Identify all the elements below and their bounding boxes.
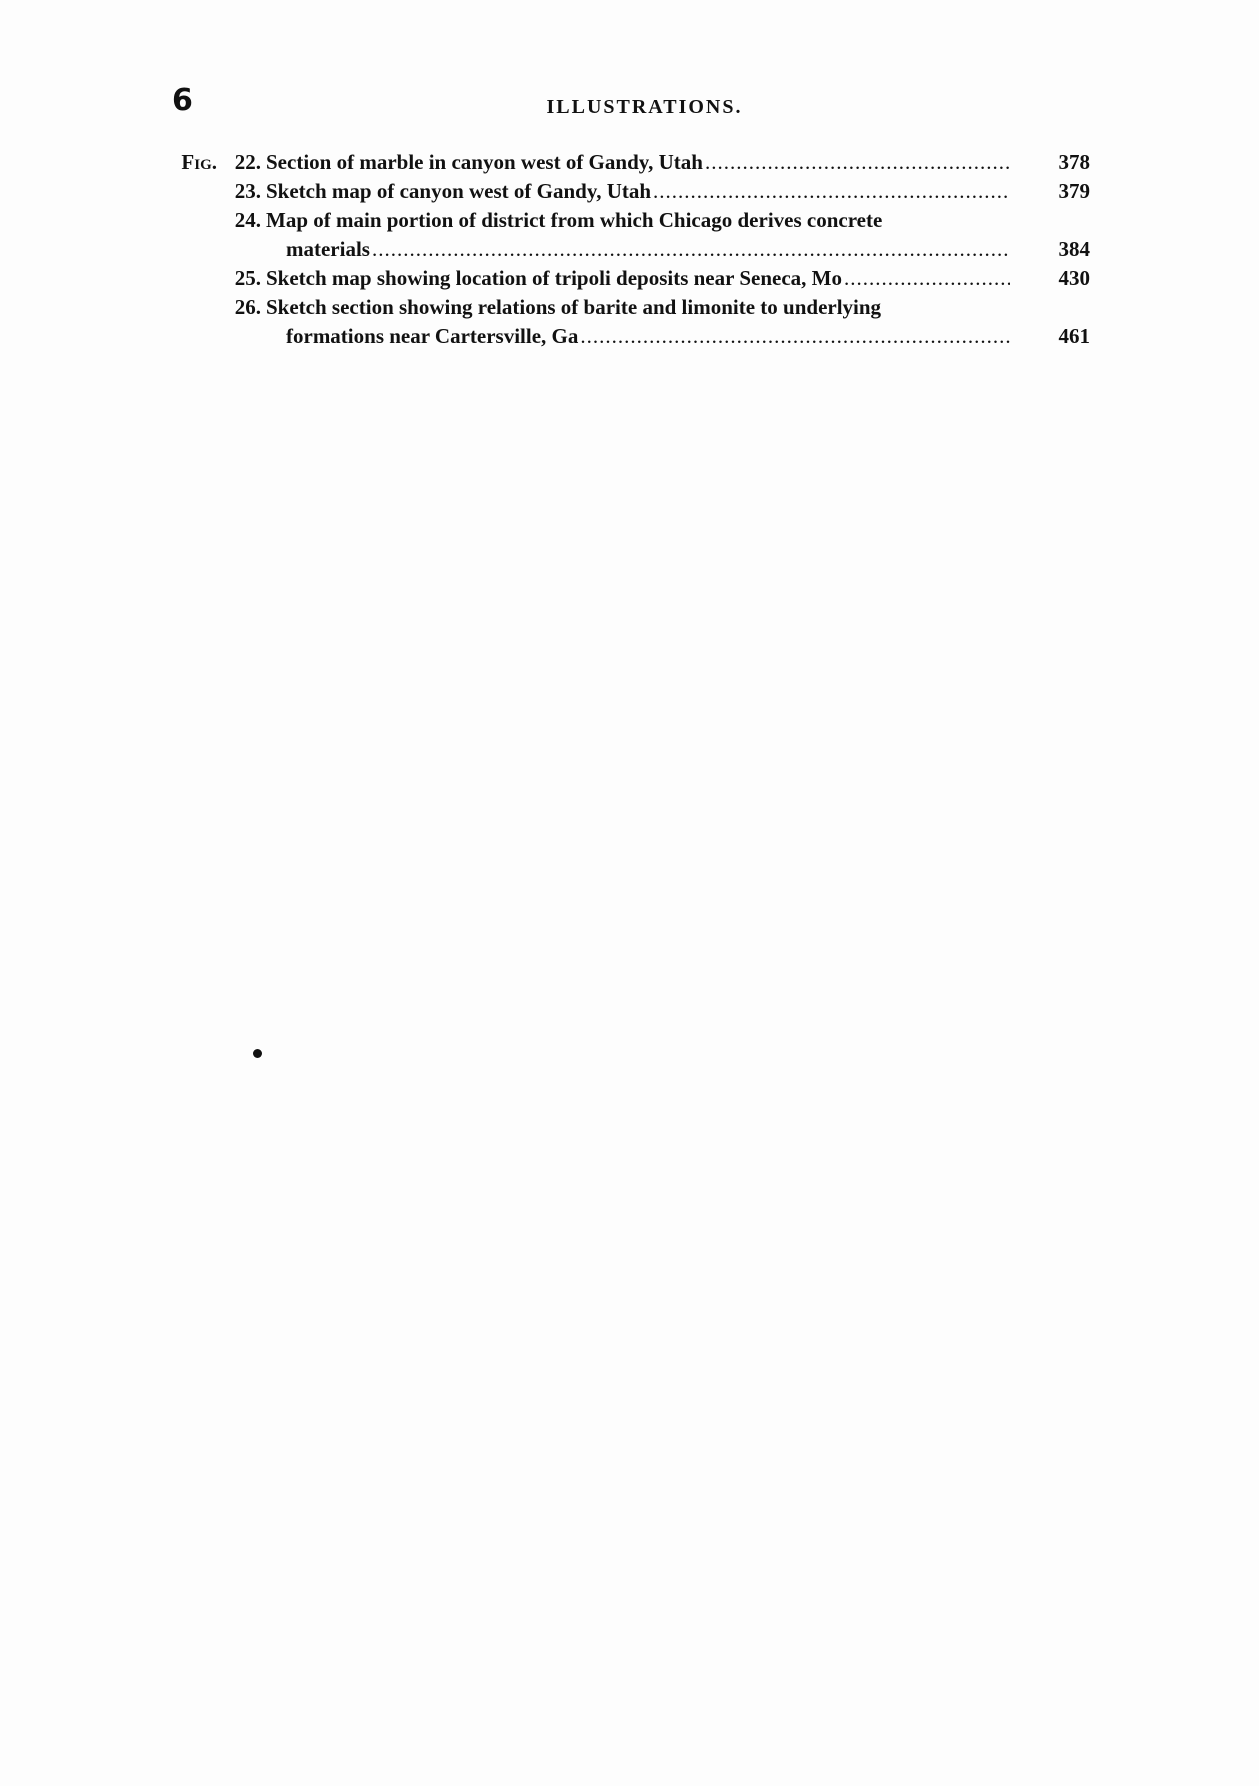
figure-caption-continued: materials [286, 237, 370, 261]
figure-entry [170, 293, 1090, 351]
figure-page: 430 [1058, 266, 1090, 290]
figure-number: 25. [234, 266, 261, 290]
figure-caption: Sketch map showing location of tripoli deposits near Seneca, Mo [266, 266, 842, 290]
figure-page: 378 [1058, 150, 1090, 174]
figure-caption: Section of marble in canyon west of Gandy, Utah [266, 150, 703, 174]
dot-leader [842, 264, 1010, 293]
figure-number: 23. [234, 179, 261, 203]
figure-number: 26. [234, 295, 261, 319]
figure-caption: Sketch map of canyon west of Gandy, Utah [266, 179, 652, 203]
dot-leader [703, 148, 1010, 177]
figure-number: 24. [234, 208, 261, 232]
figure-entry [170, 264, 1090, 293]
figure-page: 379 [1058, 179, 1090, 203]
figure-caption: Sketch section showing relations of barite and limonite to underlying [266, 295, 882, 319]
figure-list [170, 148, 1090, 351]
figure-number: 22. [234, 150, 261, 174]
figure-entry [170, 177, 1090, 206]
figure-entry [170, 148, 1090, 177]
dot-leader [370, 235, 1010, 264]
figure-entry [170, 206, 1090, 264]
figure-caption-continued: formations near Cartersville, Ga [286, 324, 579, 348]
page-number: 6 [172, 83, 193, 118]
ink-speck [253, 1049, 262, 1058]
figure-page: 461 [1058, 324, 1090, 348]
dot-leader [651, 177, 1010, 206]
figure-caption: Map of main portion of district from which Chicago derives concrete [266, 208, 883, 232]
figure-page: 384 [1058, 237, 1090, 261]
dot-leader [578, 322, 1010, 351]
running-head: ILLUSTRATIONS. [546, 96, 743, 118]
fig-label: Fig. [181, 150, 217, 174]
